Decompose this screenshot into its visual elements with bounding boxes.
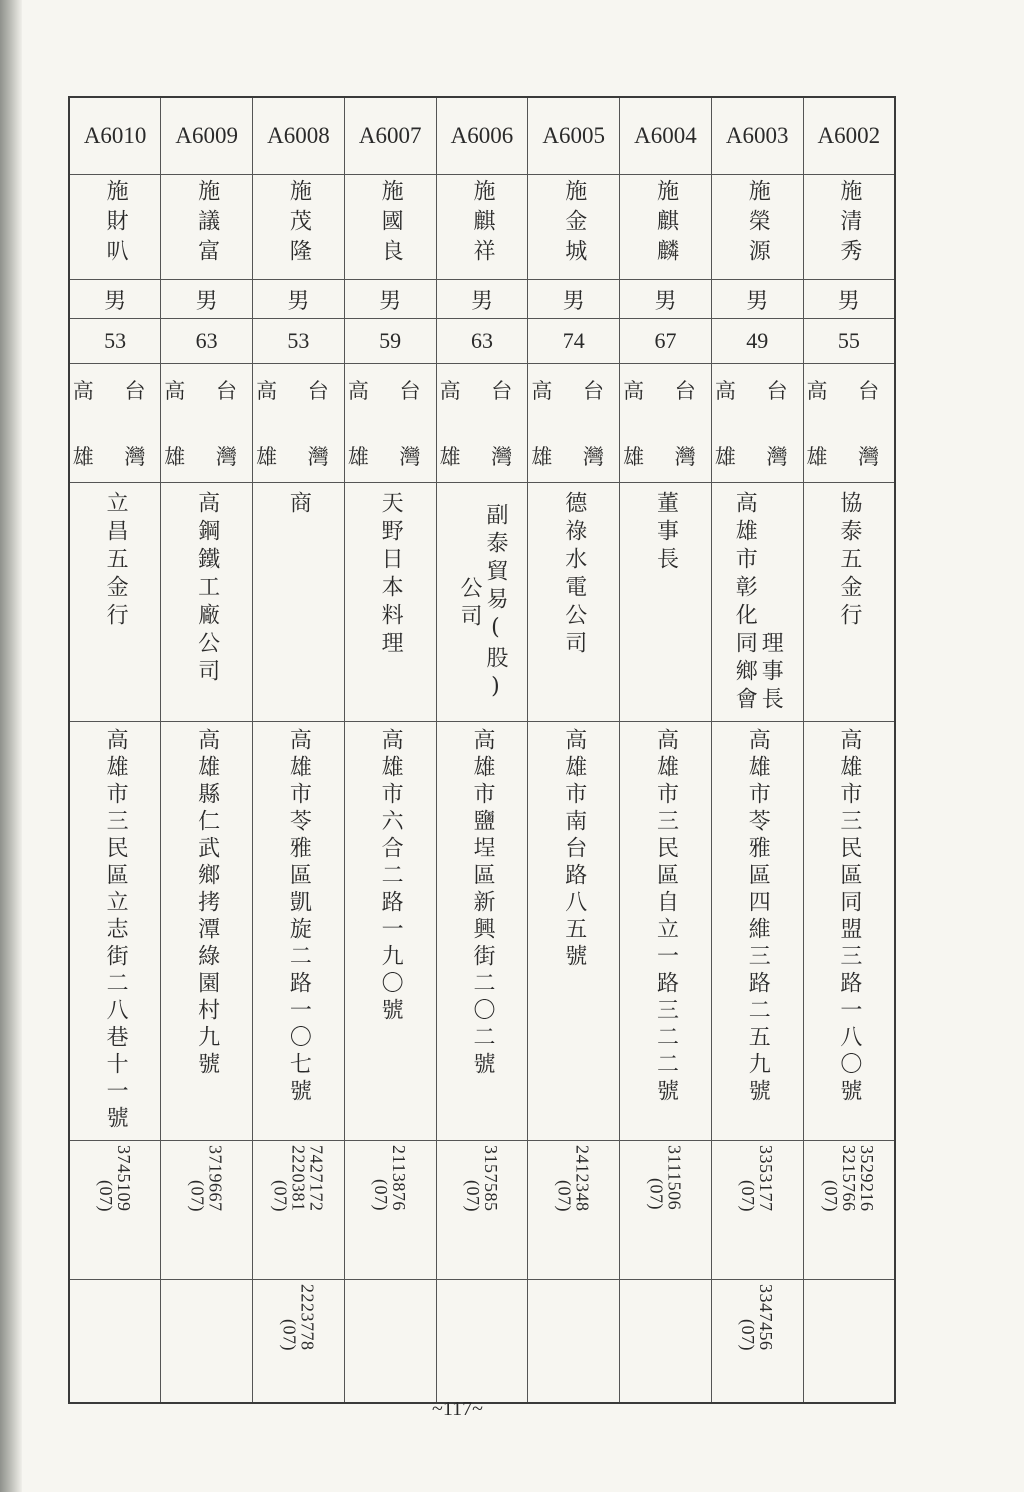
telephone-line: 3111506: [664, 1145, 685, 1211]
member-age: 49: [746, 328, 769, 353]
occupation-cell: [253, 483, 345, 722]
occupation-line: 高雄市彰化同鄉會: [732, 491, 758, 715]
address-cell: [161, 722, 253, 1141]
member-name: 施金城: [561, 179, 587, 269]
age-cell: [436, 319, 528, 364]
birthplace-line: 雄 灣: [623, 445, 708, 469]
member-id-cell: [344, 97, 436, 175]
age-cell: [253, 319, 345, 364]
member-address: 高雄市三民區同盟三路一八〇號: [836, 728, 862, 1106]
telephone-line: (07): [270, 1179, 291, 1212]
address-cell: [436, 722, 528, 1141]
sex-cell: [436, 280, 528, 319]
telephone-line: (07): [820, 1179, 841, 1212]
address-cell: [344, 722, 436, 1141]
member-sex: 男: [379, 288, 402, 314]
birthplace-line: 高 台: [347, 379, 433, 403]
telephone-line: (07): [738, 1179, 759, 1212]
member-id-cell: [803, 97, 895, 175]
member-id: A6008: [267, 123, 330, 148]
member-age: 53: [104, 328, 127, 353]
birthplace-cell: [253, 364, 345, 483]
birthplace-stack: [620, 375, 711, 471]
member-sex: 男: [654, 288, 677, 314]
telephone-alt-line: (07): [279, 1318, 300, 1351]
telephone-line: (07): [554, 1179, 575, 1212]
birthplace-line: 雄 灣: [72, 445, 158, 469]
birthplace-line: 雄 灣: [806, 445, 892, 469]
book-binding-shadow: [0, 0, 22, 1492]
telephone-cell: [69, 1141, 161, 1280]
age-cell: [803, 319, 895, 364]
telephone-line: 2412348: [572, 1145, 593, 1212]
member-age: 63: [195, 328, 218, 353]
page-number: ~117~: [432, 1398, 483, 1420]
birthplace-line: 高 台: [806, 379, 892, 403]
member-id-cell: [69, 97, 161, 175]
telephone-cell: [344, 1141, 436, 1280]
member-id: A6002: [817, 123, 881, 148]
member-age: 74: [562, 328, 585, 353]
member-name: 施財叭: [103, 179, 129, 269]
telephone-alt-cell: [161, 1280, 253, 1404]
member-id: A6004: [634, 123, 697, 148]
telephone-alt-cell: [436, 1280, 528, 1404]
telephone-line: 3529216: [856, 1145, 877, 1212]
member-id-cell: [711, 97, 803, 175]
telephone-line: 3353177: [756, 1145, 777, 1212]
occupation-line: 高鋼鐵工廠公司: [194, 491, 220, 687]
telephone-alt-cell: [253, 1280, 345, 1404]
age-cell: [620, 319, 712, 364]
member-address: 高雄市苓雅區凱旋二路一〇七號: [286, 728, 312, 1106]
occupation-line: 立昌五金行: [103, 491, 129, 631]
telephone-cell: [436, 1141, 528, 1280]
telephone-alt-cell: [528, 1280, 620, 1404]
occupation-line: 商: [286, 491, 312, 519]
sex-cell: [620, 280, 712, 319]
telephone-cell: [161, 1141, 253, 1280]
name-cell: [161, 175, 253, 280]
member-id: A6005: [542, 123, 606, 148]
birthplace-line: 高 台: [714, 379, 800, 403]
member-address: 高雄市三民區立志街二八巷十一號: [103, 728, 129, 1133]
member-age: 59: [379, 328, 402, 353]
document-page: [22, 0, 1024, 1492]
occupation-cell: [161, 483, 253, 722]
member-id-cell: [436, 97, 528, 175]
birthplace-stack: [253, 375, 344, 471]
telephone-alt-cell: [803, 1280, 895, 1404]
age-cell: [69, 319, 161, 364]
occupation-line: 理事長: [758, 631, 784, 715]
member-sex: 男: [195, 288, 218, 314]
telephone-line: 2220381: [288, 1145, 309, 1212]
row-name: [69, 175, 895, 280]
name-cell: [803, 175, 895, 280]
member-id-cell: [620, 97, 712, 175]
age-cell: [528, 319, 620, 364]
member-age: 63: [470, 328, 493, 353]
member-sex: 男: [562, 288, 585, 314]
sex-cell: [528, 280, 620, 319]
birthplace-line: 雄 灣: [439, 445, 525, 469]
telephone-line: 2113876: [389, 1145, 410, 1211]
sex-cell: [803, 280, 895, 319]
sex-cell: [711, 280, 803, 319]
member-age: 55: [837, 328, 860, 353]
birthplace-cell: [803, 364, 895, 483]
row-member-id: [69, 97, 895, 175]
birthplace-cell: [161, 364, 253, 483]
member-sex: 男: [746, 288, 769, 314]
member-name: 施麒麟: [653, 179, 679, 269]
name-cell: [344, 175, 436, 280]
birthplace-line: 高 台: [439, 379, 525, 403]
telephone-cell: [620, 1141, 712, 1280]
telephone-cell: [803, 1141, 895, 1280]
occupation-cell: [436, 483, 528, 722]
row-telephone: [69, 1141, 895, 1280]
telephone-line: (07): [462, 1179, 483, 1212]
sex-cell: [253, 280, 345, 319]
telephone-line: 3215766: [838, 1145, 859, 1212]
birthplace-stack: [528, 375, 619, 471]
member-name: 施麒祥: [469, 179, 495, 269]
occupation-cell: [344, 483, 436, 722]
row-address: [69, 722, 895, 1141]
occupation-cell: [803, 483, 895, 722]
occupation-line: 天野日本料理: [378, 491, 404, 659]
birthplace-line: 高 台: [531, 379, 617, 403]
occupation-line: 協泰五金行: [836, 491, 862, 631]
telephone-alt-cell: [711, 1280, 803, 1404]
member-id: A6010: [83, 123, 147, 148]
row-occupation: [69, 483, 895, 722]
birthplace-line: 高 台: [164, 379, 249, 403]
birthplace-cell: [69, 364, 161, 483]
member-age: 53: [287, 328, 310, 353]
member-name: 施議富: [194, 179, 220, 269]
telephone-line: (07): [646, 1178, 667, 1211]
birthplace-cell: [620, 364, 712, 483]
birthplace-cell: [436, 364, 528, 483]
address-cell: [711, 722, 803, 1141]
name-cell: [253, 175, 345, 280]
sex-cell: [344, 280, 436, 319]
occupation-line: 副泰貿易(股)公司: [456, 503, 508, 705]
birthplace-cell: [711, 364, 803, 483]
birthplace-line: 高 台: [623, 379, 708, 403]
address-cell: [620, 722, 712, 1141]
name-cell: [436, 175, 528, 280]
occupation-cell: [528, 483, 620, 722]
roster-body: [69, 97, 895, 1403]
member-address: 高雄縣仁武鄉拷潭綠園村九號: [194, 728, 220, 1079]
age-cell: [711, 319, 803, 364]
name-cell: [711, 175, 803, 280]
birthplace-line: 雄 灣: [164, 445, 249, 469]
birthplace-line: 雄 灣: [531, 445, 617, 469]
member-address: 高雄市六合二路一九〇號: [378, 728, 404, 1025]
member-address: 高雄市三民區自立一路三二二號: [653, 728, 679, 1106]
member-id-cell: [161, 97, 253, 175]
sex-cell: [161, 280, 253, 319]
member-address: 高雄市南台路八五號: [561, 728, 587, 971]
occupation-cell: [620, 483, 712, 722]
telephone-alt-line: 2223778: [297, 1284, 318, 1351]
birthplace-line: 高 台: [72, 379, 158, 403]
member-roster-table: [68, 96, 896, 1404]
member-age: 67: [654, 328, 677, 353]
birthplace-stack: [161, 375, 252, 471]
name-cell: [528, 175, 620, 280]
telephone-alt-cell: [69, 1280, 161, 1404]
telephone-line: (07): [187, 1179, 208, 1212]
member-address: 高雄市苓雅區四維三路二五九號: [745, 728, 771, 1106]
member-id: A6009: [175, 123, 238, 148]
birthplace-line: 高 台: [256, 379, 341, 403]
address-cell: [528, 722, 620, 1141]
telephone-line: 3745109: [114, 1145, 135, 1212]
telephone-alt-line: 3347456: [756, 1284, 777, 1351]
member-name: 施國良: [378, 179, 404, 269]
occupation-line: 德祿水電公司: [561, 491, 587, 659]
row-age: [69, 319, 895, 364]
row-sex: [69, 280, 895, 319]
telephone-cell: [253, 1141, 345, 1280]
member-id-cell: [528, 97, 620, 175]
telephone-line: (07): [371, 1178, 392, 1211]
occupation-cell: [69, 483, 161, 722]
telephone-cell: [711, 1141, 803, 1280]
telephone-line: 3719667: [205, 1145, 226, 1212]
birthplace-stack: [70, 375, 160, 471]
member-sex: 男: [470, 288, 493, 314]
birthplace-stack: [345, 375, 436, 471]
row-telephone-alt: [69, 1280, 895, 1404]
member-id: A6003: [725, 123, 789, 148]
name-cell: [620, 175, 712, 280]
member-name: 施茂隆: [286, 179, 312, 269]
birthplace-line: 雄 灣: [347, 445, 433, 469]
telephone-alt-cell: [344, 1280, 436, 1404]
telephone-alt-cell: [620, 1280, 712, 1404]
member-id: A6006: [450, 123, 514, 148]
telephone-line: 3157585: [480, 1145, 501, 1212]
name-cell: [69, 175, 161, 280]
row-birthplace: [69, 364, 895, 483]
telephone-line: (07): [96, 1179, 117, 1212]
address-cell: [69, 722, 161, 1141]
member-address: 高雄市鹽埕區新興街二〇二號: [469, 728, 495, 1079]
member-name: 施清秀: [836, 179, 862, 269]
occupation-line: 董事長: [653, 491, 679, 575]
birthplace-line: 雄 灣: [256, 445, 341, 469]
member-name: 施榮源: [745, 179, 771, 269]
telephone-line: 7427172: [306, 1145, 327, 1212]
birthplace-stack: [437, 375, 528, 471]
age-cell: [161, 319, 253, 364]
address-cell: [253, 722, 345, 1141]
telephone-alt-line: (07): [738, 1318, 759, 1351]
member-sex: 男: [837, 288, 860, 314]
telephone-cell: [528, 1141, 620, 1280]
birthplace-stack: [712, 375, 803, 471]
member-sex: 男: [287, 288, 310, 314]
member-id: A6007: [358, 123, 422, 148]
birthplace-line: 雄 灣: [714, 445, 800, 469]
birthplace-cell: [528, 364, 620, 483]
occupation-cell: [711, 483, 803, 722]
birthplace-cell: [344, 364, 436, 483]
age-cell: [344, 319, 436, 364]
member-id-cell: [253, 97, 345, 175]
sex-cell: [69, 280, 161, 319]
member-sex: 男: [104, 288, 127, 314]
birthplace-stack: [804, 375, 894, 471]
address-cell: [803, 722, 895, 1141]
